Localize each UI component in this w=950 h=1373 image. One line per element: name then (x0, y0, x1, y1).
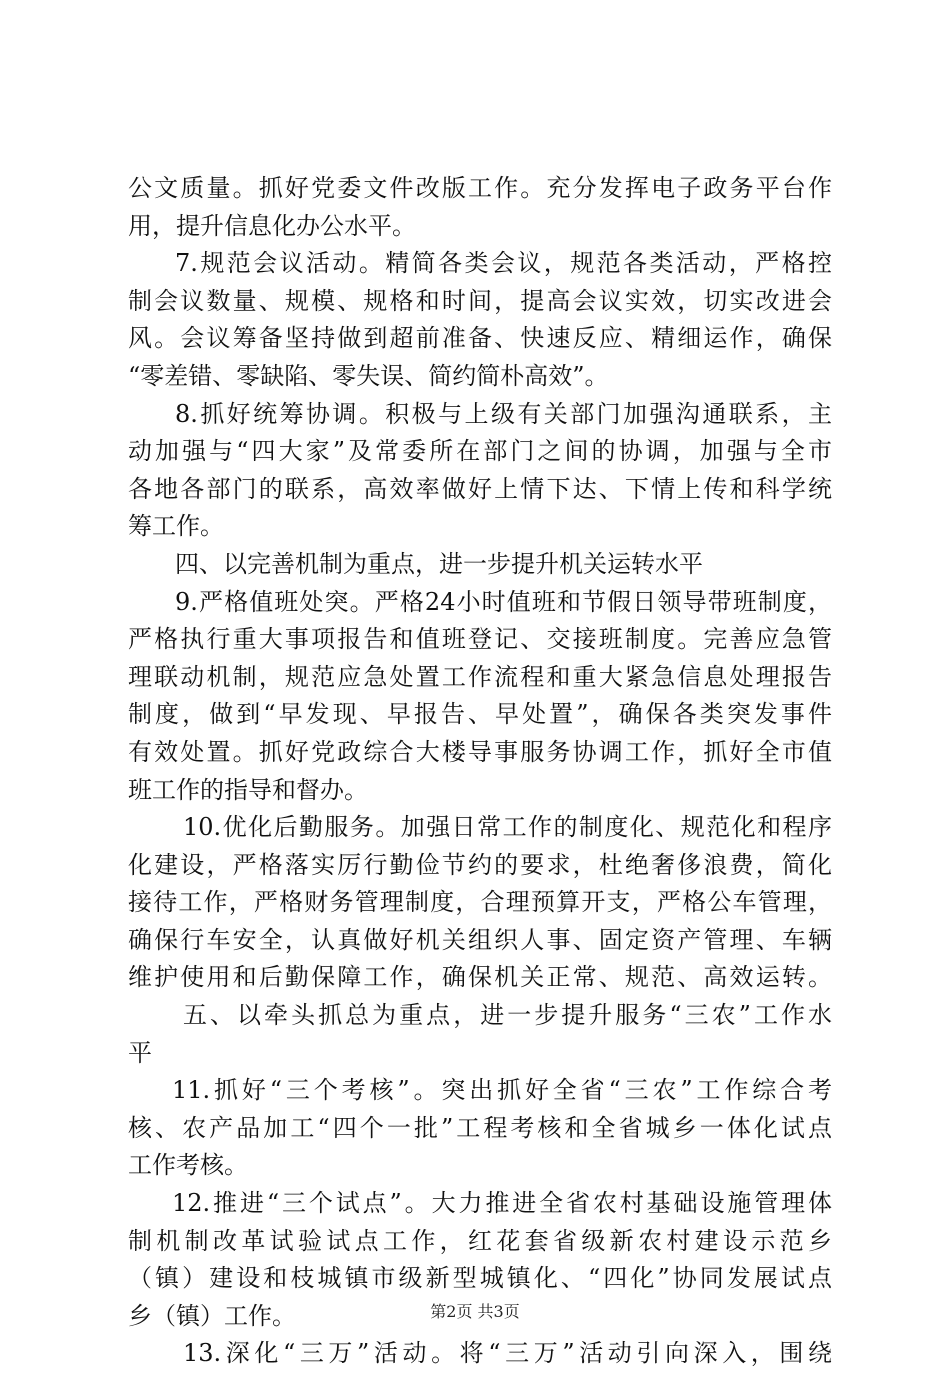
paragraph-heading-12: 12.推进“三个试点”。大力推进全省农村基础设施管理体 (172, 1189, 832, 1218)
body-text (128, 170, 832, 1373)
text-line: 有效处置。抓好党政综合大楼导事服务协调工作，抓好全市值 (128, 737, 832, 766)
text-line: 公文质量。抓好党委文件改版工作。充分发挥电子政务平台作 (128, 174, 832, 202)
text-line: 动加强与“四大家”及常委所在部门之间的协调，加强与全市 (128, 437, 832, 466)
text-line: 制机制改革试验试点工作，红花套省级新农村建设示范乡 (128, 1226, 832, 1255)
text-line: 平 (128, 1038, 152, 1067)
text-line: 班工作的指导和督办。 (128, 775, 368, 804)
section-heading-5: 五、以牵头抓总为重点，进一步提升服务“三农”工作水 (183, 1001, 832, 1030)
text-line: 维护使用和后勤保障工作，确保机关正常、规范、高效运转。 (128, 963, 832, 992)
paragraph-heading-13: 13.深化“三万”活动。将“三万”活动引向深入，围绕 (183, 1339, 832, 1368)
paragraph-heading-8: 8.抓好统筹协调。积极与上级有关部门加强沟通联系，主 (175, 399, 832, 428)
text-line: 接待工作，严格财务管理制度，合理预算开支，严格公车管理， (128, 888, 832, 917)
paragraph-heading-7: 7.规范会议活动。精简各类会议，规范各类活动，严格控 (175, 249, 832, 278)
paragraph-heading-11: 11.抓好“三个考核”。突出抓好全省“三农”工作综合考 (172, 1076, 832, 1105)
text-line: 化建设，严格落实厉行勤俭节约的要求，杜绝奢侈浪费，简化 (128, 850, 832, 879)
text-line: 制会议数量、规模、规格和时间，提高会议实效，切实改进会 (128, 286, 832, 315)
text-line: 风。会议筹备坚持做到超前准备、快速反应、精细运作，确保 (128, 324, 832, 353)
text-line: 严格执行重大事项报告和值班登记、交接班制度。完善应急管 (128, 625, 832, 654)
text-line: （镇）建设和枝城镇市级新型城镇化、“四化”协同发展试点 (128, 1264, 832, 1293)
text-line: 制度，做到“早发现、早报告、早处置”，确保各类突发事件 (128, 700, 832, 729)
text-line: 确保行车安全，认真做好机关组织人事、固定资产管理、车辆 (128, 925, 832, 954)
text-line: 用，提升信息化办公水平。 (128, 211, 416, 240)
text-line: 乡（镇）工作。 (128, 1301, 296, 1330)
paragraph-heading-10: 10.优化后勤服务。加强日常工作的制度化、规范化和程序 (183, 813, 832, 842)
text-line: “零差错、零缺陷、零失误、简约简朴高效”。 (128, 361, 609, 390)
text-line: 工作考核。 (128, 1151, 248, 1180)
section-heading-4: 四、以完善机制为重点，进一步提升机关运转水平 (175, 549, 703, 578)
text-line: 筹工作。 (128, 512, 224, 541)
text-line: 理联动机制，规范应急处置工作流程和重大紧急信息处理报告 (128, 662, 832, 691)
page-footer: 第2页 共3页 (430, 1302, 520, 1321)
paragraph-heading-9: 9.严格值班处突。严格24小时值班和节假日领导带班制度， (175, 587, 832, 616)
text-line: 各地各部门的联系，高效率做好上情下达、下情上传和科学统 (128, 474, 832, 503)
text-line: 核、农产品加工“四个一批”工程考核和全省城乡一体化试点 (128, 1113, 832, 1142)
